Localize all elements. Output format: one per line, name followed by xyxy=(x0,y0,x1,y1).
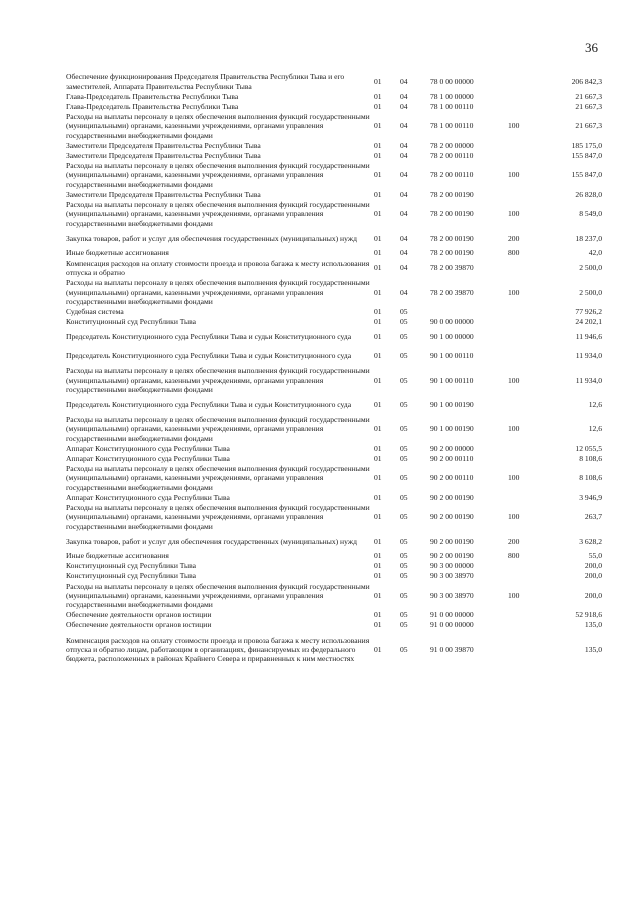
table-row xyxy=(66,610,602,620)
row-name-cell: Аппарат Конституционного суда Республики Тыва xyxy=(66,492,230,502)
row-section-cell: 01 xyxy=(374,492,382,502)
row-subsection-cell: 04 xyxy=(400,77,408,87)
row-sum-cell: 52 918,6 xyxy=(575,610,602,620)
row-sum-cell: 21 667,3 xyxy=(575,121,602,131)
row-subsection-cell: 05 xyxy=(400,590,408,600)
table-row xyxy=(66,92,602,102)
row-expense-type-cell xyxy=(508,630,538,669)
row-sum-cell: 8 549,0 xyxy=(579,209,602,219)
row-subsection-cell: 04 xyxy=(400,189,408,199)
row-expense-type-cell: 100 xyxy=(508,512,520,522)
row-target-article-cell: 90 2 00 00190 xyxy=(430,512,474,522)
row-sum-cell: 21 667,3 xyxy=(575,91,602,101)
row-sum-cell: 3 946,9 xyxy=(579,492,602,502)
row-subsection-cell: 05 xyxy=(400,443,408,453)
row-target-article-cell: 78 2 00 00190 xyxy=(430,233,474,243)
row-sum-cell: 18 237,0 xyxy=(575,233,602,243)
row-sum-cell: 11 934,0 xyxy=(575,351,602,361)
row-subsection-cell: 05 xyxy=(400,551,408,561)
row-section-cell: 01 xyxy=(374,317,382,327)
row-expense-type-cell: 200 xyxy=(508,536,520,546)
row-name-cell: Расходы на выплаты персоналу в целях обеспечения выполнения функций государственными (муниципальными) органами, казенными учреждениями, органами управления государственными внебюджетными фондами xyxy=(66,502,370,531)
row-section-cell: 01 xyxy=(374,140,382,150)
row-expense-type-cell xyxy=(508,346,538,366)
row-sum-cell: 8 108,6 xyxy=(579,453,602,463)
row-section-cell: 01 xyxy=(374,189,382,199)
row-sum-cell: 200,0 xyxy=(584,561,602,571)
row-name-cell: Глава-Председатель Правительства Республики Тыва xyxy=(66,101,239,111)
row-subsection-cell: 04 xyxy=(400,287,408,297)
row-expense-type-cell: 100 xyxy=(508,287,520,297)
row-target-article-cell: 90 0 00 00000 xyxy=(430,317,474,327)
row-subsection-cell: 05 xyxy=(400,512,408,522)
table-row xyxy=(66,630,602,669)
row-expense-type-cell: 100 xyxy=(508,121,520,131)
row-target-article-cell: 78 2 00 00190 xyxy=(430,248,474,258)
row-name-cell: Конституционный суд Республики Тыва xyxy=(66,317,196,327)
row-name-cell: Расходы на выплаты персоналу в целях обеспечения выполнения функций государственными (муниципальными) органами, казенными учреждениями, органами управления государственными внебюджетными фондами xyxy=(66,414,370,443)
row-section-cell: 01 xyxy=(374,101,382,111)
row-expense-type-cell xyxy=(508,141,538,151)
row-subsection-cell: 05 xyxy=(400,307,408,317)
row-target-article-cell: 78 2 00 00000 xyxy=(430,140,474,150)
row-name-cell: Глава-Председатель Правительства Республики Тыва xyxy=(66,91,239,101)
row-expense-type-cell xyxy=(508,327,538,347)
row-subsection-cell: 05 xyxy=(400,536,408,546)
row-section-cell: 01 xyxy=(374,644,382,654)
row-name-cell: Председатель Конституционного суда Республики Тыва и судьи Конституционного суда xyxy=(66,351,352,361)
table-row xyxy=(66,366,602,395)
row-expense-type-cell xyxy=(508,620,538,630)
row-subsection-cell: 05 xyxy=(400,400,408,410)
row-target-article-cell: 78 2 00 00110 xyxy=(430,150,474,160)
row-sum-cell: 8 108,6 xyxy=(579,473,602,483)
row-subsection-cell: 05 xyxy=(400,453,408,463)
row-subsection-cell: 05 xyxy=(400,375,408,385)
row-section-cell: 01 xyxy=(374,590,382,600)
row-name-cell: Обеспечение деятельности органов юстиции xyxy=(66,620,212,630)
row-section-cell: 01 xyxy=(374,209,382,219)
row-sum-cell: 200,0 xyxy=(584,571,602,581)
row-name-cell: Иные бюджетные ассигнования xyxy=(66,248,169,258)
row-name-cell: Заместители Председателя Правительства Республики Тыва xyxy=(66,150,261,160)
table-row xyxy=(66,151,602,161)
row-name-cell: Закупка товаров, работ и услуг для обеспечения государственных (муниципальных) нужд xyxy=(66,536,357,546)
row-sum-cell: 3 628,2 xyxy=(579,536,602,546)
page-number: 36 xyxy=(585,40,598,55)
row-target-article-cell: 78 2 00 39870 xyxy=(430,287,474,297)
row-name-cell: Расходы на выплаты персоналу в целях обеспечения выполнения функций государственными (муниципальными) органами, казенными учреждениями, органами управления государственными внебюджетными фондами xyxy=(66,160,370,189)
row-target-article-cell: 91 0 00 39870 xyxy=(430,644,474,654)
table-row xyxy=(66,561,602,571)
row-target-article-cell: 78 1 00 00000 xyxy=(430,91,474,101)
row-sum-cell: 42,0 xyxy=(588,248,602,258)
row-expense-type-cell xyxy=(508,493,538,503)
row-sum-cell: 26 828,0 xyxy=(575,189,602,199)
row-subsection-cell: 05 xyxy=(400,492,408,502)
row-section-cell: 01 xyxy=(374,375,382,385)
row-name-cell: Обеспечение функционирования Председателя Правительства Республики Тыва и его заместителей, Аппарата Правительства Республики Тыва xyxy=(66,72,345,91)
row-section-cell: 01 xyxy=(374,512,382,522)
table-row xyxy=(66,444,602,454)
row-name-cell: Аппарат Конституционного суда Республики Тыва xyxy=(66,443,230,453)
table-row xyxy=(66,102,602,112)
table-row xyxy=(66,141,602,151)
row-target-article-cell: 90 1 00 00110 xyxy=(430,351,474,361)
row-expense-type-cell: 100 xyxy=(508,424,520,434)
row-sum-cell: 2 500,0 xyxy=(579,287,602,297)
row-expense-type-cell: 100 xyxy=(508,473,520,483)
row-target-article-cell: 91 0 00 00000 xyxy=(430,620,474,630)
row-section-cell: 01 xyxy=(374,263,382,273)
row-section-cell: 01 xyxy=(374,170,382,180)
row-subsection-cell: 04 xyxy=(400,121,408,131)
table-row xyxy=(66,317,602,327)
table-row xyxy=(66,161,602,190)
row-target-article-cell: 90 2 00 00110 xyxy=(430,453,474,463)
row-expense-type-cell xyxy=(508,258,538,278)
table-row xyxy=(66,248,602,258)
table-row xyxy=(66,278,602,307)
row-expense-type-cell xyxy=(508,151,538,161)
row-expense-type-cell: 100 xyxy=(508,590,520,600)
table-row xyxy=(66,493,602,503)
row-sum-cell: 263,7 xyxy=(584,512,602,522)
row-target-article-cell: 78 2 00 00110 xyxy=(430,170,474,180)
row-name-cell: Расходы на выплаты персоналу в целях обеспечения выполнения функций государственными (муниципальными) органами, казенными учреждениями, органами управления государственными внебюджетными фондами xyxy=(66,111,370,140)
row-name-cell: Конституционный суд Республики Тыва xyxy=(66,561,196,571)
table-row xyxy=(66,346,602,366)
table-row xyxy=(66,112,602,141)
row-subsection-cell: 04 xyxy=(400,233,408,243)
table-row xyxy=(66,503,602,532)
row-name-cell: Заместители Председателя Правительства Республики Тыва xyxy=(66,189,261,199)
row-expense-type-cell xyxy=(508,395,538,415)
table-row xyxy=(66,229,602,249)
row-sum-cell: 135,0 xyxy=(584,620,602,630)
row-sum-cell: 11 934,0 xyxy=(575,375,602,385)
row-section-cell: 01 xyxy=(374,443,382,453)
row-expense-type-cell: 100 xyxy=(508,209,520,219)
row-expense-type-cell xyxy=(508,610,538,620)
row-name-cell: Конституционный суд Республики Тыва xyxy=(66,571,196,581)
row-target-article-cell: 78 2 00 00190 xyxy=(430,209,474,219)
row-name-cell: Обеспечение деятельности органов юстиции xyxy=(66,610,212,620)
row-name-cell: Компенсация расходов на оплату стоимости проезда и провоза багажа к месту использования отпуска и обратно xyxy=(66,258,370,277)
row-name-cell: Расходы на выплаты персоналу в целях обеспечения выполнения функций государственными (муниципальными) органами, казенными учреждениями, органами управления государственными внебюджетными фондами xyxy=(66,278,370,306)
row-section-cell: 01 xyxy=(374,561,382,571)
row-target-article-cell: 90 3 00 38970 xyxy=(430,590,474,600)
row-name-cell: Председатель Конституционного суда Республики Тыва и судьи Конституционного суда xyxy=(66,400,352,410)
row-subsection-cell: 04 xyxy=(400,140,408,150)
row-sum-cell: 77 926,2 xyxy=(575,307,602,317)
row-section-cell: 01 xyxy=(374,248,382,258)
row-subsection-cell: 05 xyxy=(400,644,408,654)
table-row xyxy=(66,581,602,610)
row-section-cell: 01 xyxy=(374,233,382,243)
table-row xyxy=(66,571,602,581)
row-target-article-cell: 90 1 00 00110 xyxy=(430,375,474,385)
row-target-article-cell: 90 2 00 00000 xyxy=(430,443,474,453)
row-target-article-cell: 78 2 00 39870 xyxy=(430,263,474,273)
row-subsection-cell: 05 xyxy=(400,473,408,483)
row-sum-cell: 185 175,0 xyxy=(571,140,602,150)
row-sum-cell: 155 847,0 xyxy=(571,150,602,160)
row-name-cell: Расходы на выплаты персоналу в целях обеспечения выполнения функций государственными (муниципальными) органами, казенными учреждениями, органами управления государственными внебюджетными фондами xyxy=(66,199,370,228)
row-sum-cell: 12 055,5 xyxy=(575,443,602,453)
row-subsection-cell: 04 xyxy=(400,209,408,219)
row-expense-type-cell xyxy=(508,102,538,112)
row-subsection-cell: 05 xyxy=(400,317,408,327)
row-section-cell: 01 xyxy=(374,77,382,87)
row-expense-type-cell: 800 xyxy=(508,248,520,258)
row-name-cell: Компенсация расходов на оплату стоимости проезда и провоза багажа к месту использования отпуска и обратно лицам, работающим в организациях, финансируемых из федерального бюджета, расположенных в районах Крайнего Севера и приравненных к ним местностях xyxy=(66,635,370,664)
row-name-cell: Расходы на выплаты персоналу в целях обеспечения выполнения функций государственными (муниципальными) органами, казенными учреждениями, органами управления государственными внебюджетными фондами xyxy=(66,581,370,610)
row-sum-cell: 24 202,1 xyxy=(575,317,602,327)
row-name-cell: Иные бюджетные ассигнования xyxy=(66,551,169,561)
row-expense-type-cell: 800 xyxy=(508,551,520,561)
row-sum-cell: 155 847,0 xyxy=(571,170,602,180)
table-row xyxy=(66,532,602,552)
row-subsection-cell: 05 xyxy=(400,620,408,630)
row-target-article-cell: 90 2 00 00190 xyxy=(430,492,474,502)
row-target-article-cell: 91 0 00 00000 xyxy=(430,610,474,620)
row-sum-cell: 206 842,3 xyxy=(571,77,602,87)
row-section-cell: 01 xyxy=(374,571,382,581)
row-sum-cell: 55,0 xyxy=(588,551,602,561)
table-row xyxy=(66,307,602,317)
row-expense-type-cell xyxy=(508,561,538,571)
row-sum-cell: 11 946,6 xyxy=(575,331,602,341)
row-target-article-cell: 78 0 00 00000 xyxy=(430,77,474,87)
table-row xyxy=(66,464,602,493)
row-sum-cell: 135,0 xyxy=(584,644,602,654)
row-subsection-cell: 04 xyxy=(400,91,408,101)
row-target-article-cell: 90 1 00 00190 xyxy=(430,424,474,434)
table-row xyxy=(66,258,602,278)
row-expense-type-cell xyxy=(508,454,538,464)
row-sum-cell: 12,6 xyxy=(588,424,602,434)
row-section-cell: 01 xyxy=(374,351,382,361)
row-subsection-cell: 04 xyxy=(400,263,408,273)
row-subsection-cell: 04 xyxy=(400,150,408,160)
row-section-cell: 01 xyxy=(374,331,382,341)
row-expense-type-cell xyxy=(508,444,538,454)
table-row xyxy=(66,200,602,229)
row-name-cell: Заместители Председателя Правительства Республики Тыва xyxy=(66,140,261,150)
row-name-cell: Закупка товаров, работ и услуг для обеспечения государственных (муниципальных) нужд xyxy=(66,233,357,243)
row-expense-type-cell: 100 xyxy=(508,170,520,180)
row-expense-type-cell xyxy=(508,571,538,581)
row-subsection-cell: 04 xyxy=(400,170,408,180)
row-name-cell: Председатель Конституционного суда Республики Тыва и судьи Конституционного суда xyxy=(66,331,352,341)
row-target-article-cell: 90 3 00 00000 xyxy=(430,561,474,571)
row-sum-cell: 200,0 xyxy=(584,590,602,600)
row-name-cell: Судебная система xyxy=(66,307,124,317)
row-subsection-cell: 04 xyxy=(400,101,408,111)
row-sum-cell: 12,6 xyxy=(588,400,602,410)
row-subsection-cell: 05 xyxy=(400,331,408,341)
row-section-cell: 01 xyxy=(374,91,382,101)
row-target-article-cell xyxy=(430,307,508,317)
row-subsection-cell: 05 xyxy=(400,571,408,581)
row-target-article-cell: 90 2 00 00110 xyxy=(430,473,474,483)
row-subsection-cell: 04 xyxy=(400,248,408,258)
table-row xyxy=(66,551,602,561)
row-subsection-cell: 05 xyxy=(400,561,408,571)
row-target-article-cell: 90 1 00 00190 xyxy=(430,400,474,410)
row-section-cell: 01 xyxy=(374,536,382,546)
row-target-article-cell: 90 2 00 00190 xyxy=(430,536,474,546)
row-section-cell: 01 xyxy=(374,453,382,463)
row-expense-type-cell: 100 xyxy=(508,375,520,385)
table-row xyxy=(66,415,602,444)
table-row xyxy=(66,454,602,464)
table-row xyxy=(66,395,602,415)
row-expense-type-cell xyxy=(508,92,538,102)
row-target-article-cell: 90 2 00 00190 xyxy=(430,551,474,561)
row-section-cell: 01 xyxy=(374,473,382,483)
row-subsection-cell: 05 xyxy=(400,610,408,620)
row-expense-type-cell xyxy=(508,307,538,317)
row-expense-type-cell xyxy=(508,72,538,92)
row-expense-type-cell xyxy=(508,317,538,327)
table-row xyxy=(66,190,602,200)
row-section-cell: 01 xyxy=(374,307,382,317)
table-row xyxy=(66,620,602,630)
row-section-cell: 01 xyxy=(374,610,382,620)
row-sum-cell: 21 667,3 xyxy=(575,101,602,111)
row-section-cell: 01 xyxy=(374,121,382,131)
row-subsection-cell: 05 xyxy=(400,424,408,434)
row-target-article-cell: 90 3 00 38970 xyxy=(430,571,474,581)
row-target-article-cell: 78 1 00 00110 xyxy=(430,101,474,111)
row-name-cell: Аппарат Конституционного суда Республики Тыва xyxy=(66,453,230,463)
row-section-cell: 01 xyxy=(374,287,382,297)
row-sum-cell: 2 500,0 xyxy=(579,263,602,273)
row-expense-type-cell: 200 xyxy=(508,233,520,243)
row-target-article-cell: 78 2 00 00190 xyxy=(430,189,474,199)
row-section-cell: 01 xyxy=(374,150,382,160)
budget-table-body xyxy=(66,72,602,669)
row-subsection-cell: 05 xyxy=(400,351,408,361)
row-name-cell: Расходы на выплаты персоналу в целях обеспечения выполнения функций государственными (муниципальными) органами, казенными учреждениями, органами управления государственными внебюджетными фондами xyxy=(66,463,370,492)
row-section-cell: 01 xyxy=(374,551,382,561)
row-section-cell: 01 xyxy=(374,400,382,410)
row-expense-type-cell xyxy=(508,190,538,200)
table-row xyxy=(66,72,602,92)
row-section-cell: 01 xyxy=(374,620,382,630)
budget-table xyxy=(66,72,602,669)
row-target-article-cell: 90 1 00 00000 xyxy=(430,331,474,341)
row-target-article-cell: 78 1 00 00110 xyxy=(430,121,474,131)
row-section-cell: 01 xyxy=(374,424,382,434)
table-row xyxy=(66,327,602,347)
row-name-cell: Расходы на выплаты персоналу в целях обеспечения выполнения функций государственными (муниципальными) органами, казенными учреждениями, органами управления государственными внебюджетными фондами xyxy=(66,366,370,395)
